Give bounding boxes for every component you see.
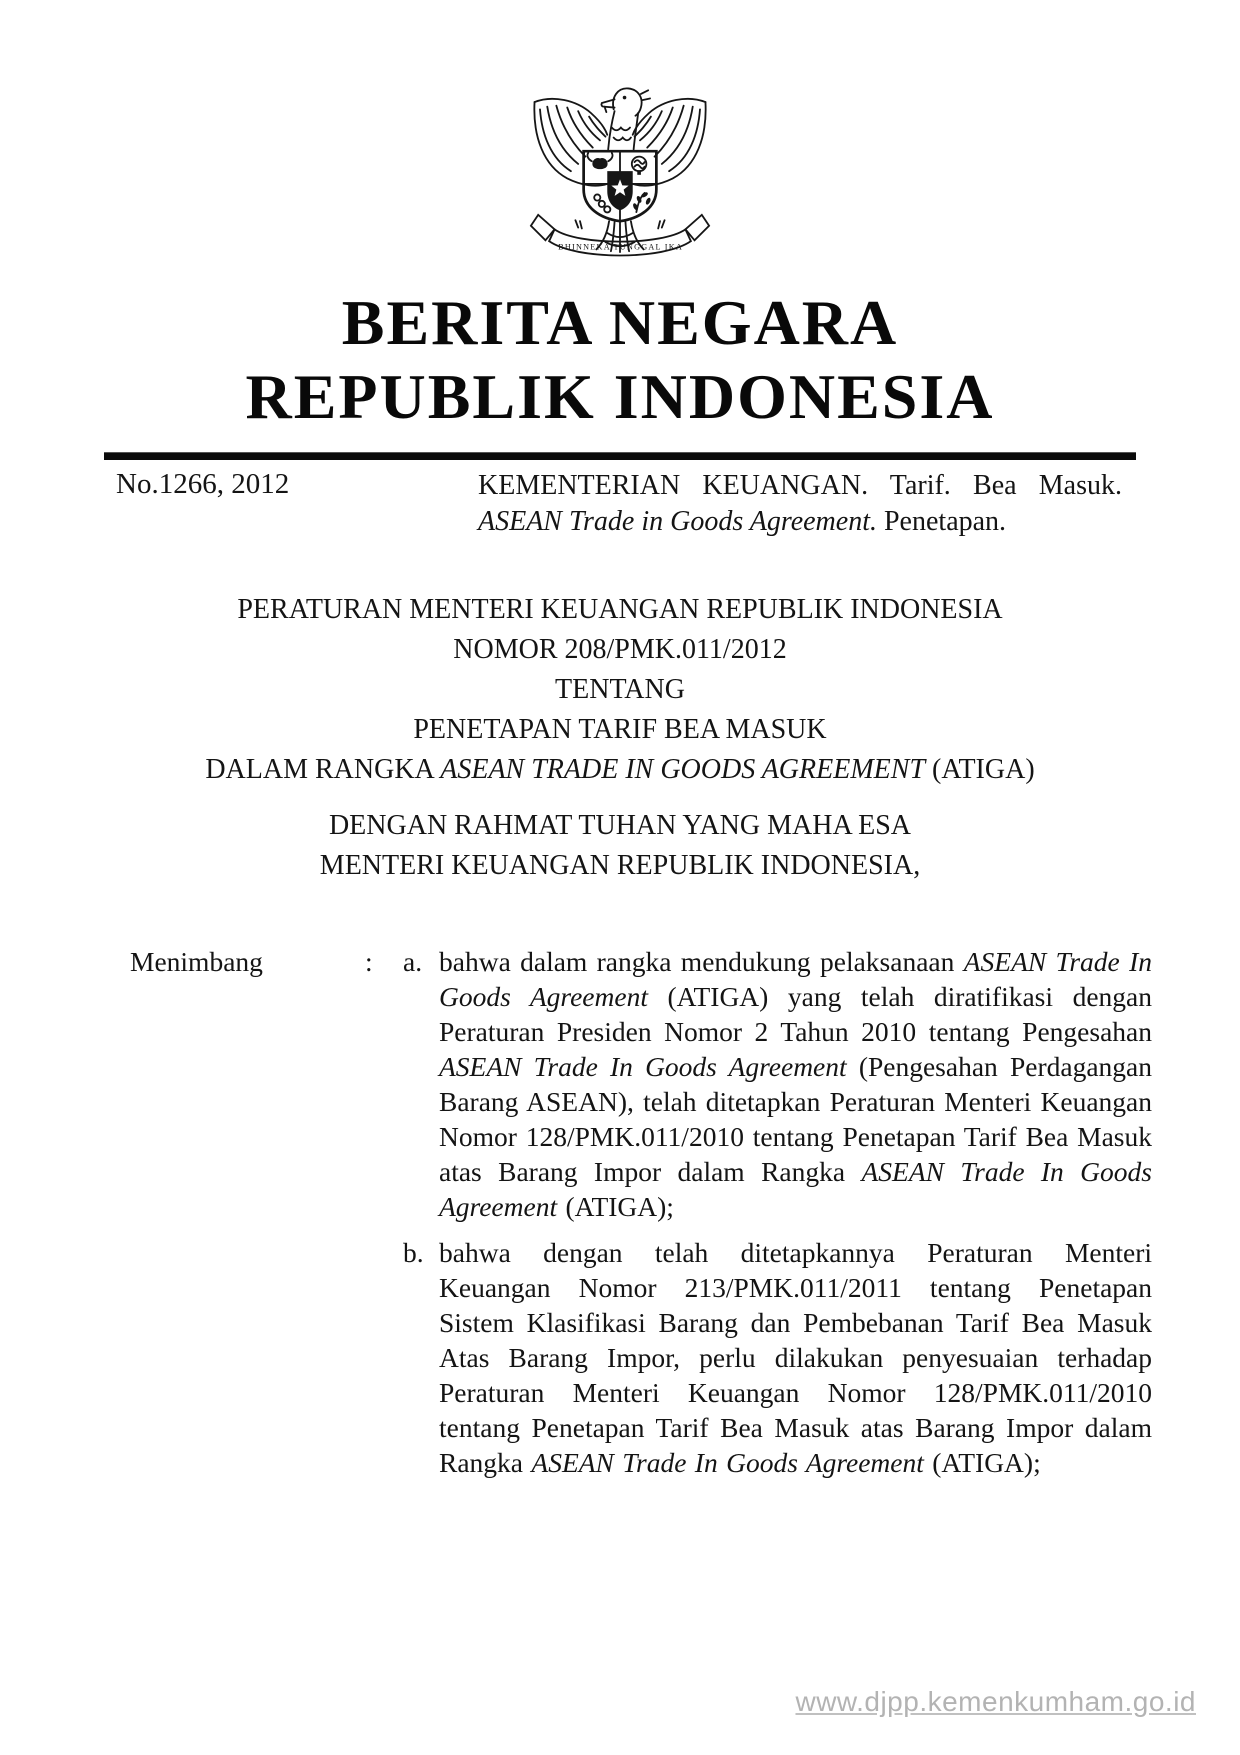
subject-line-2: ASEAN Trade in Goods Agreement. Penetapan. (478, 506, 1007, 537)
authority-line: MENTERI KEUANGAN REPUBLIK INDONESIA, (319, 850, 921, 881)
regulation-subject-line1: PENETAPAN TARIF BEA MASUK (413, 714, 827, 745)
subject-line-1: KEMENTERIAN KEUANGAN. Tarif. Bea Masuk. (478, 470, 1122, 501)
regulation-title-block (105, 590, 1135, 886)
emblem-motto-text: BHINNEKA TUNGGAL IKA (558, 242, 682, 252)
menimbang-label: Menimbang (130, 946, 263, 977)
menimbang-colon: : (365, 946, 373, 977)
regulation-title: PERATURAN MENTERI KEUANGAN REPUBLIK INDONESIA (237, 594, 1003, 625)
masthead-title-line2: REPUBLIK INDONESIA (245, 361, 995, 432)
footer-watermark-url: www.djpp.kemenkumham.go.id (795, 1686, 1196, 1717)
subject-block (478, 468, 1122, 540)
masthead-title-line1: BERITA NEGARA (341, 287, 899, 358)
issue-number: No.1266, 2012 (116, 468, 290, 500)
item-marker-b: b. (403, 1237, 424, 1268)
regulation-number: NOMOR 208/PMK.011/2012 (453, 634, 787, 665)
invocation-line: DENGAN RAHMAT TUHAN YANG MAHA ESA (328, 810, 912, 841)
left-wing (534, 99, 607, 186)
consideration-item-b (130, 1235, 1152, 1480)
masthead-title (0, 286, 1240, 434)
regulation-subject-line2: DALAM RANGKA ASEAN TRADE IN GOODS AGREEMENT (ATIGA) (205, 754, 1035, 785)
consideration-item-a (130, 944, 1152, 1224)
item-text-b: bahwa dengan telah ditetapkannya Peraturan Menteri Keuangan Nomor 213/PMK.011/2011 tentang Penetapan Sistem Klasifikasi Barang dan Pembebanan Tarif Bea Masuk Atas Barang Impor, perlu dilakukan penyesuaian terhadap Peraturan Menteri Keuangan Nomor 128/PMK.011/2010 tentang Penetapan Tarif Bea Masuk atas Barang Impor dalam Rangka ASEAN Trade In Goods Agreement (ATIGA); (439, 1237, 1152, 1478)
masthead-rule (104, 452, 1136, 460)
tentang-label: TENTANG (555, 674, 685, 705)
considerations-section (130, 944, 1152, 1480)
garuda-pancasila-emblem (520, 80, 720, 266)
item-marker-a: a. (403, 946, 423, 977)
item-text-a: bahwa dalam rangka mendukung pelaksanaan ASEAN Trade In Goods Agreement (ATIGA) yang telah diratifikasi dengan Peraturan Presiden Nomor 2 Tahun 2010 tentang Pengesahan ASEAN Trade In Goods Agreement (Pengesahan Perdagangan Barang ASEAN), telah ditetapkan Peraturan Menteri Keuangan Nomor 128/PMK.011/2010 tentang Penetapan Tarif Bea Masuk atas Barang Impor dalam Rangka ASEAN Trade In Goods Agreement (ATIGA); (439, 946, 1152, 1222)
right-wing (633, 99, 706, 186)
